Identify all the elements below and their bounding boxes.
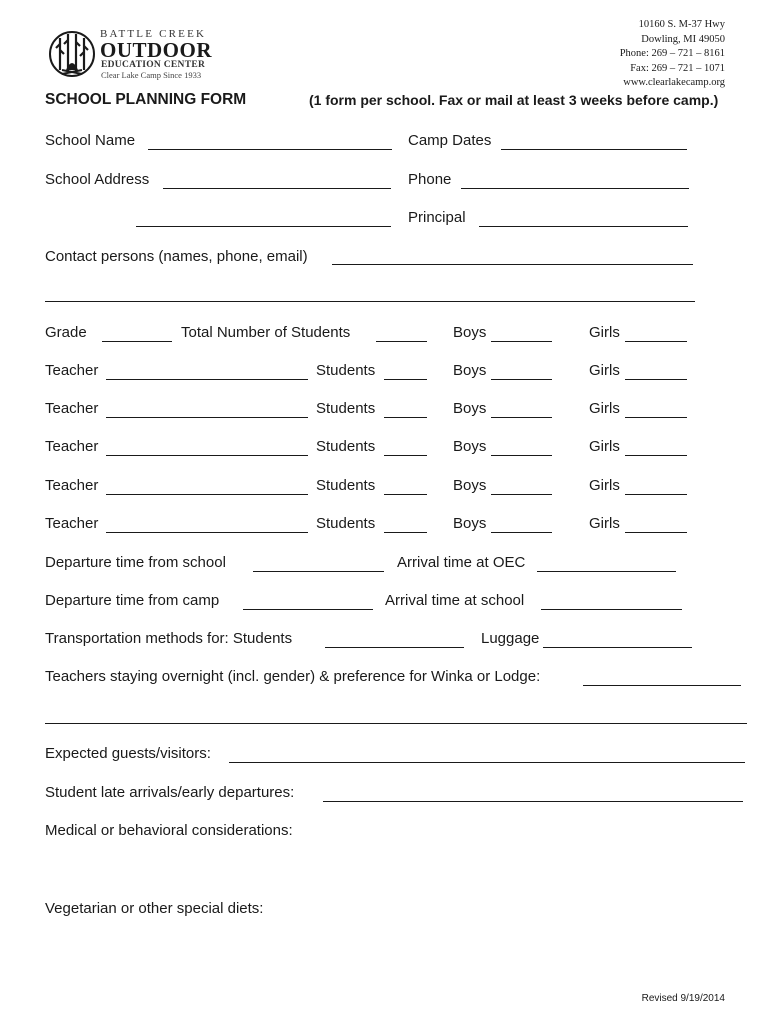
principal-label: Principal bbox=[408, 209, 466, 226]
girls-field[interactable] bbox=[625, 341, 687, 342]
boys-label: Boys bbox=[453, 324, 487, 341]
teacher-field[interactable] bbox=[106, 417, 308, 418]
camp-dates-label: Camp Dates bbox=[408, 132, 492, 149]
grade-label: Grade bbox=[45, 324, 87, 341]
girls-field[interactable] bbox=[625, 417, 687, 418]
students-label: Students bbox=[316, 362, 376, 379]
luggage-label: Luggage bbox=[481, 630, 540, 647]
logo-text-education-center: EDUCATION CENTER bbox=[101, 60, 206, 70]
teacher-label: Teacher bbox=[45, 362, 99, 379]
boys-field[interactable] bbox=[491, 455, 552, 456]
girls-label: Girls bbox=[589, 477, 620, 494]
school-name-field[interactable] bbox=[148, 149, 392, 150]
departure-school-label: Departure time from school bbox=[45, 554, 226, 571]
boys-field[interactable] bbox=[491, 341, 552, 342]
girls-label: Girls bbox=[589, 362, 620, 379]
address-city: Dowling, MI 49050 bbox=[641, 33, 725, 45]
girls-field[interactable] bbox=[625, 494, 687, 495]
teacher-label: Teacher bbox=[45, 515, 99, 532]
students-label: Students bbox=[316, 438, 376, 455]
phone-field[interactable] bbox=[461, 188, 689, 189]
arrival-school-field[interactable] bbox=[541, 609, 682, 610]
late-arrivals-label: Student late arrivals/early departures: bbox=[45, 784, 295, 801]
total-students-label: Total Number of Students bbox=[181, 324, 351, 341]
logo-text-battle-creek: BATTLE CREEK bbox=[100, 28, 207, 40]
teachers-overnight-field[interactable] bbox=[583, 685, 741, 686]
students-field[interactable] bbox=[384, 455, 427, 456]
school-address-field-2[interactable] bbox=[136, 226, 391, 227]
teacher-label: Teacher bbox=[45, 477, 99, 494]
guests-label: Expected guests/visitors: bbox=[45, 745, 211, 762]
students-field[interactable] bbox=[384, 417, 427, 418]
transport-students-field[interactable] bbox=[325, 647, 464, 648]
boys-field[interactable] bbox=[491, 494, 552, 495]
grade-field[interactable] bbox=[102, 341, 172, 342]
arrival-oec-label: Arrival time at OEC bbox=[397, 554, 526, 571]
students-field[interactable] bbox=[384, 494, 427, 495]
departure-camp-label: Departure time from camp bbox=[45, 592, 220, 609]
revision-date: Revised 9/19/2014 bbox=[641, 993, 725, 1004]
boys-label: Boys bbox=[453, 477, 487, 494]
students-label: Students bbox=[316, 515, 376, 532]
guests-field[interactable] bbox=[229, 762, 745, 763]
school-address-field[interactable] bbox=[163, 188, 391, 189]
campfire-logo-icon bbox=[48, 26, 96, 82]
teacher-field[interactable] bbox=[106, 455, 308, 456]
principal-field[interactable] bbox=[479, 226, 688, 227]
diets-label: Vegetarian or other special diets: bbox=[45, 900, 264, 917]
address-street: 10160 S. M-37 Hwy bbox=[638, 19, 725, 30]
contact-persons-field-2[interactable] bbox=[45, 301, 695, 302]
teacher-label: Teacher bbox=[45, 438, 99, 455]
girls-field[interactable] bbox=[625, 379, 687, 380]
students-field[interactable] bbox=[384, 379, 427, 380]
address-website: www.clearlakecamp.org bbox=[623, 77, 725, 89]
boys-field[interactable] bbox=[491, 532, 552, 533]
boys-label: Boys bbox=[453, 515, 487, 532]
form-instructions: (1 form per school. Fax or mail at least 3 weeks before camp.) bbox=[309, 92, 719, 108]
teacher-label: Teacher bbox=[45, 400, 99, 417]
departure-school-field[interactable] bbox=[253, 571, 384, 572]
girls-field[interactable] bbox=[625, 455, 687, 456]
boys-field[interactable] bbox=[491, 417, 552, 418]
boys-label: Boys bbox=[453, 438, 487, 455]
students-field[interactable] bbox=[384, 532, 427, 533]
luggage-field[interactable] bbox=[543, 647, 692, 648]
teacher-field[interactable] bbox=[106, 532, 308, 533]
arrival-oec-field[interactable] bbox=[537, 571, 676, 572]
students-label: Students bbox=[316, 477, 376, 494]
late-arrivals-field[interactable] bbox=[323, 801, 743, 802]
medical-label: Medical or behavioral considerations: bbox=[45, 822, 293, 839]
boys-field[interactable] bbox=[491, 379, 552, 380]
boys-label: Boys bbox=[453, 400, 487, 417]
boys-label: Boys bbox=[453, 362, 487, 379]
departure-camp-field[interactable] bbox=[243, 609, 373, 610]
contact-persons-label: Contact persons (names, phone, email) bbox=[45, 248, 308, 265]
girls-field[interactable] bbox=[625, 532, 687, 533]
logo-text-tagline: Clear Lake Camp Since 1933 bbox=[101, 70, 202, 80]
phone-label: Phone bbox=[408, 171, 452, 188]
camp-dates-field[interactable] bbox=[501, 149, 687, 150]
students-label: Students bbox=[316, 400, 376, 417]
arrival-school-label: Arrival time at school bbox=[385, 592, 525, 609]
teacher-field[interactable] bbox=[106, 494, 308, 495]
teachers-overnight-label: Teachers staying overnight (incl. gender) & preference for Winka or Lodge: bbox=[45, 668, 541, 685]
girls-label: Girls bbox=[589, 324, 620, 341]
address-block bbox=[620, 18, 725, 91]
teacher-field[interactable] bbox=[106, 379, 308, 380]
form-title: SCHOOL PLANNING FORM bbox=[45, 91, 247, 108]
logo-text-outdoor: OUTDOOR bbox=[100, 38, 213, 62]
address-phone: Phone: 269 – 721 – 8161 bbox=[619, 48, 725, 60]
camp-logo bbox=[48, 26, 218, 86]
total-students-field[interactable] bbox=[376, 341, 427, 342]
transport-students-label: Transportation methods for: Students bbox=[45, 630, 293, 647]
girls-label: Girls bbox=[589, 400, 620, 417]
girls-label: Girls bbox=[589, 438, 620, 455]
school-address-label: School Address bbox=[45, 171, 150, 188]
school-name-label: School Name bbox=[45, 132, 136, 149]
girls-label: Girls bbox=[589, 515, 620, 532]
teachers-overnight-field-2[interactable] bbox=[45, 723, 747, 724]
address-fax: Fax: 269 – 721 – 1071 bbox=[630, 62, 725, 74]
contact-persons-field[interactable] bbox=[332, 264, 693, 265]
